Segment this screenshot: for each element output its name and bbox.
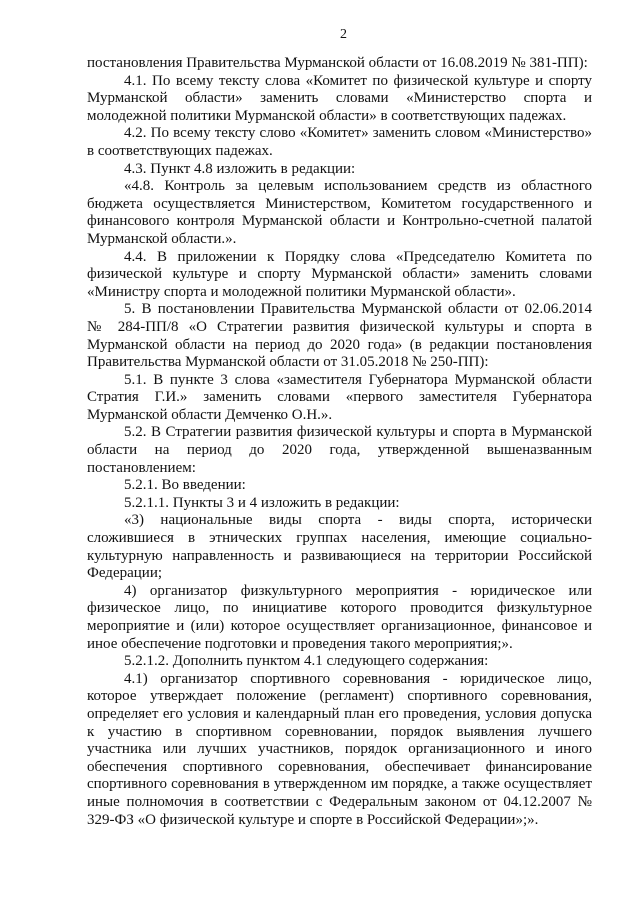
- paragraph-5-2-1: 5.2.1. Во введении:: [124, 477, 246, 494]
- paragraph-5-2-1-2: 5.2.1.2. Дополнить пунктом 4.1 следующего содержания:: [124, 653, 489, 670]
- paragraph-4-2: 4.2. По всему тексту слово «Комитет» заменить словом «Министерство» в соответствующих падежах.: [87, 125, 592, 159]
- paragraph-1: постановления Правительства Мурманской области от 16.08.2019 № 381-ПП):: [87, 55, 588, 71]
- paragraph-item-4-1: 4.1) организатор спортивного соревнования - юридическое лицо, которое утверждает положение (регламент) спортивного соревнования, определяет его условия и календарный план его проведения, условия допуска к участию в спортивном соревновании, порядок выявления лучшего участника или лучших участников, порядок организационного и иного обеспечения спортивного соревнования, обеспечивает финансирование спортивного соревнования в утвержденном им порядке, а также осуществляет иные полномочия в соответствии с Федеральным законом от 04.12.2007 № 329-ФЗ «О физической культуре и спорте в Российской Федерации»;».: [87, 670, 592, 828]
- paragraph-4-8-quote: «4.8. Контроль за целевым использованием средств из областного бюджета осуществляется Министерством, Комитетом государственного и финансового контроля Мурманской области и Контрольно-счетной палатой Мурманской области.».: [87, 178, 592, 247]
- paragraph-4-3: 4.3. Пункт 4.8 изложить в редакции:: [124, 160, 356, 177]
- paragraph-item-4: 4) организатор физкультурного мероприятия - юридическое или физическое лицо, по инициативе которого проводится физкультурное мероприятие и (или) которое осуществляет организационное, финансовое и иное обеспечение подготовки и проведения такого мероприятия;».: [87, 582, 592, 652]
- paragraph-5-2-1-1: 5.2.1.1. Пункты 3 и 4 изложить в редакции:: [124, 494, 400, 511]
- paragraph-item-3: «3) национальные виды спорта - виды спорта, исторически сложившиеся в этнических группах населения, имеющие социально-культурную направленность и развивающиеся на территории Российской Федерации;: [87, 512, 592, 582]
- page-number: 2: [340, 27, 347, 42]
- paragraph-5-1: 5.1. В пункте 3 слова «заместителя Губернатора Мурманской области Стратия Г.И.» заменить словами «первого заместителя Губернатора Мурманской области Демченко О.Н.».: [87, 371, 592, 423]
- paragraph-5-2: 5.2. В Стратегии развития физической культуры и спорта в Мурманской области на период до 2020 года, утвержденной вышеназванным постановлением:: [87, 424, 592, 476]
- paragraph-5: 5. В постановлении Правительства Мурманской области от 02.06.2014 № 284-ПП/8 «О Стратегии развития физической культуры и спорта в Мурманской области на период до 2020 года» (в редакции постановления Правительства Мурманской области от 31.05.2018 № 250-ПП):: [87, 301, 592, 371]
- paragraph-4-4: 4.4. В приложении к Порядку слова «Председателю Комитета по физической культуре и спорту Мурманской области» заменить словами «Министру спорта и молодежной политики Мурманской области».: [87, 248, 592, 300]
- paragraph-4-1: 4.1. По всему тексту слова «Комитет по физической культуре и спорту Мурманской области» заменить словами «Министерство спорта и молодежной политики Мурманской области» в соответствующих падежах.: [87, 72, 592, 124]
